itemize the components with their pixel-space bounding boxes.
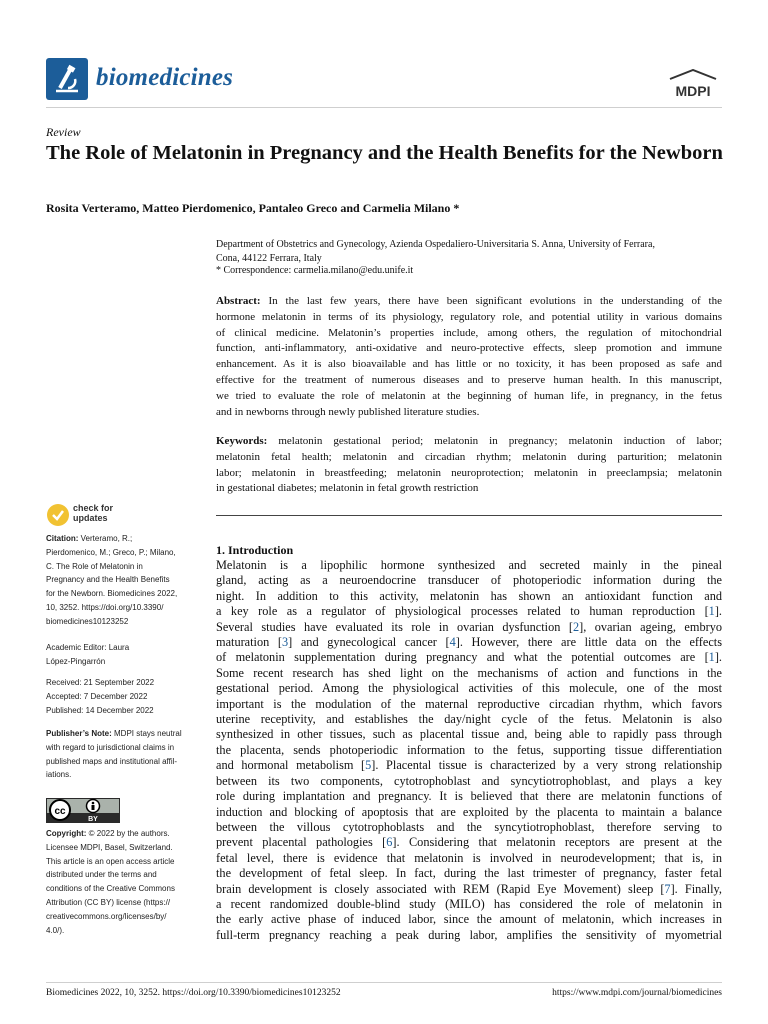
body-text: ], ovarian ageing, embryo	[579, 619, 722, 634]
microscope-icon	[46, 58, 88, 100]
editor-text: Academic Editor: Laura	[46, 643, 130, 652]
body-text-line	[216, 666, 722, 681]
check-for-updates-badge[interactable]	[46, 502, 166, 528]
keywords-label: Keywords:	[216, 435, 268, 447]
author-list: Rosita Verteramo, Matteo Pierdomenico, Pantaleo Greco and Carmelia Milano *	[46, 201, 460, 215]
body-text: the early active phase of induced labor, since the amount of melatonin, which increases in	[216, 912, 722, 927]
reference-link[interactable]: 5	[365, 758, 372, 773]
body-text: uterine receptivity, and establishes the day/night cycle of the fetus. Melatonin is also	[216, 712, 722, 727]
publication-dates	[46, 676, 201, 717]
cc-by-license-icon[interactable]	[46, 798, 120, 823]
body-text-line	[216, 635, 722, 650]
body-text-line	[216, 835, 722, 850]
body-text: a key role as a regulator of physiological processes related to human reproduction [	[216, 604, 709, 619]
journal-name: biomedicines	[96, 64, 234, 91]
citation-text: for the Newborn. Biomedicines 2022,	[46, 589, 178, 599]
section-heading: 1. Introduction	[216, 543, 294, 557]
publisher-note-text: MDPI stays neutral	[111, 729, 182, 738]
abstract-text: enhancement. As it is also bioavailable and has little or no toxicity, it has been proposed as safe and	[216, 358, 722, 371]
article-title: The Role of Melatonin in Pregnancy and the Health Benefits for the Newborn	[46, 142, 723, 164]
copyright-text: © 2022 by the authors.	[86, 829, 170, 838]
keywords-text: melatonin fetal health; melatonin and circadian rhythm; melatonin during parturition; melatonin	[216, 450, 722, 463]
body-text: the development of fetal sleep. In fact, during the last trimester of pregnancy, faster fetal	[216, 866, 722, 881]
keywords-text: in gestational diabetes; melatonin in fetal growth restriction	[216, 482, 479, 495]
cc-badge-text: cc	[54, 806, 66, 817]
reference-link[interactable]: 1	[708, 650, 715, 665]
body-text: full-term pregnancy reaching a peak during labor, amplifies the sensitivity of myometrial	[216, 927, 722, 942]
body-text: role during implantation and pregnancy. It is believed that there are melatonin functions of	[216, 789, 722, 804]
date-received: Received: 21 September 2022	[46, 678, 155, 687]
body-text: ].	[714, 650, 722, 665]
mdpi-logo-text: MDPI	[675, 83, 711, 99]
body-text: ]. Considering that melatonin receptors are present at the	[392, 835, 722, 850]
body-text: ] and gynecological cancer [	[288, 635, 450, 650]
copyright-text: 4.0/).	[46, 925, 65, 935]
reference-link[interactable]: 2	[572, 619, 580, 634]
citation-text: Verteramo, R.;	[78, 534, 133, 543]
copyright-block	[46, 827, 201, 937]
body-text-line	[216, 727, 722, 742]
abstract-text: In the last few years, there have been significant evolutions in the understanding of the	[260, 295, 722, 307]
publisher-note	[46, 727, 201, 782]
body-text-line	[216, 928, 722, 943]
footer-journal-url[interactable]: https://www.mdpi.com/journal/biomedicines	[552, 988, 722, 998]
body-text: the placenta, sends photoperiodic information to the fetus, supporting tissue differentiation	[216, 742, 722, 757]
body-text-line	[216, 820, 722, 835]
body-text-line	[216, 558, 722, 573]
publisher-note-text: iations.	[46, 770, 72, 780]
body-text-line	[216, 912, 722, 927]
body-text: gestational period. Among the physiological activities of this molecule, one of the most	[216, 681, 722, 696]
abstract-text: hormone melatonin in terms of its physiology, regulatory role, and potential utility in various domains	[216, 310, 722, 323]
keywords-text: melatonin gestational period; melatonin in pregnancy; melatonin induction of labor;	[267, 435, 722, 447]
copyright-text: distributed under the terms and	[46, 870, 157, 880]
body-text: important is the modulation of the maternal reproductive circadian rhythm, which favors	[216, 696, 722, 711]
reference-link[interactable]: 1	[708, 604, 715, 619]
copyright-text: This article is an open access article	[46, 856, 175, 866]
keywords	[216, 434, 722, 497]
body-text-line	[216, 604, 722, 619]
body-text: induction and blocking of apoptosis that are exploited by the placenta to maintain a balance	[216, 804, 722, 819]
reference-link[interactable]: 3	[281, 635, 289, 650]
body-text-line	[216, 650, 722, 665]
body-text: Melatonin is a lipophilic hormone synthesized and secreted mainly in the pineal	[216, 558, 722, 572]
body-text-line	[216, 620, 722, 635]
body-text: and hormonal metabolism [	[216, 758, 366, 773]
copyright-text: Licensee MDPI, Basel, Switzerland.	[46, 842, 173, 852]
copyright-text: creativecommons.org/licenses/by/	[46, 911, 167, 921]
body-text-line	[216, 851, 722, 866]
reference-link[interactable]: 7	[664, 881, 671, 896]
body-text: Some recent research has shed light on the mechanisms of action and functions in the	[216, 665, 722, 680]
publisher-note-text: published maps and institutional affil-	[46, 756, 178, 766]
body-text-line	[216, 743, 722, 758]
body-text-line	[216, 866, 722, 881]
by-badge-text: BY	[88, 816, 98, 823]
body-text: a recent randomized double-blind study (MILO) has considered the role of melatonin in	[216, 896, 722, 911]
mdpi-logo	[667, 69, 719, 99]
body-text-line	[216, 712, 722, 727]
citation-text: Pierdomenico, M.; Greco, P.; Milano,	[46, 547, 176, 557]
body-text: ]. Finally,	[670, 881, 722, 896]
abstract-text: of clinical medicine. Melatonin’s properties include, among others, the regulation of mitochondrial	[216, 326, 722, 339]
abstract	[216, 294, 722, 420]
academic-editor	[46, 641, 201, 669]
citation-text: biomedicines10123252	[46, 616, 129, 626]
copyright-text: conditions of the Creative Commons	[46, 884, 175, 894]
body-text-line	[216, 758, 722, 773]
check-updates-text: check for	[73, 503, 114, 513]
body-text: Several studies have evaluated its role in ovarian dysfunction [	[216, 619, 573, 634]
citation-text: 10, 3252. https://doi.org/10.3390/	[46, 602, 164, 612]
citation-text: Pregnancy and the Health Benefits	[46, 575, 170, 585]
body-text: brain development is closely associated with REM (Rapid Eye Movement) sleep [	[216, 881, 665, 896]
abstract-text: and in newborns through newly published literature studies.	[216, 405, 480, 418]
affiliation	[216, 238, 722, 265]
body-text: between its two components, cytotrophoblast and syncytiotrophoblast, and plays a key	[216, 773, 722, 788]
body-text-line	[216, 697, 722, 712]
body-text: fetal level, there is evidence that melatonin is involved in neurodevelopment; that is, in	[216, 850, 722, 865]
affiliation-line: Cona, 44122 Ferrara, Italy	[216, 252, 322, 264]
citation-text: C. The Role of Melatonin in	[46, 561, 143, 571]
body-text-line	[216, 882, 722, 897]
body-text-line	[216, 681, 722, 696]
article-type: Review	[46, 125, 81, 139]
body-text: gland, acting as a neuroendocrine transducer of photoperiodic information during the	[216, 573, 722, 588]
header-divider	[46, 107, 722, 108]
abstract-text: function, anti-inflammatory, anti-oxidative and neuro-protective effects, sleep promotion and immune	[216, 342, 722, 355]
abstract-text: effective for the treatment of numerous diseases and to preserve human health. In this manuscript,	[216, 373, 722, 386]
check-updates-icon	[46, 503, 70, 527]
section-divider	[216, 515, 722, 516]
body-text: between the villous cytotrophoblasts and the syncytiotrophoblast, therefore serving to	[216, 819, 722, 834]
introduction-body	[216, 558, 722, 943]
body-text-line	[216, 805, 722, 820]
abstract-text: we tried to evaluate the role of melatonin at the beginning of human life, in pregnancy, in the fetus	[216, 389, 722, 402]
body-text-line	[216, 589, 722, 604]
copyright-text: Attribution (CC BY) license (https://	[46, 897, 171, 907]
reference-link[interactable]: 4	[449, 635, 456, 650]
editor-text: López-Pingarrón	[46, 656, 106, 666]
date-published: Published: 14 December 2022	[46, 705, 154, 715]
copyright-label: Copyright:	[46, 829, 87, 838]
reference-link[interactable]: 6	[386, 835, 393, 850]
footer-citation: Biomedicines 2022, 10, 3252. https://doi.org/10.3390/biomedicines10123252	[46, 988, 341, 998]
body-text: prevent placental pathologies [	[216, 835, 387, 850]
body-text: ].	[714, 604, 722, 619]
affiliation-line: Department of Obstetrics and Gynecology, Azienda Ospedaliero-Universitaria S. Anna, University of Ferrara,	[216, 239, 655, 250]
publisher-note-text: with regard to jurisdictional claims in	[46, 742, 175, 752]
body-text: of melatonin supplementation during pregnancy and what the potential outcomes are [	[216, 650, 709, 665]
check-updates-text: updates	[73, 513, 108, 523]
body-text: ]. However, there are little data on the effects	[455, 635, 722, 650]
body-text-line	[216, 774, 722, 789]
body-text-line	[216, 897, 722, 912]
citation-block	[46, 532, 201, 629]
body-text: ]. Placental tissue is characterized by a very strong relationship	[371, 758, 723, 773]
keywords-text: labor; melatonin in breastfeeding; melatonin neuroprotection; melatonin in preeclampsia; melatonin	[216, 466, 722, 479]
abstract-label: Abstract:	[216, 295, 261, 307]
body-text-line	[216, 573, 722, 588]
publisher-note-label: Publisher’s Note:	[46, 729, 112, 738]
body-text: maturation [	[216, 635, 282, 650]
footer-divider	[46, 982, 722, 983]
date-accepted: Accepted: 7 December 2022	[46, 691, 148, 701]
body-text: night. In addition to this activity, melatonin has shown an antioxidant function and	[216, 588, 722, 603]
body-text: synthesized in other tissues, such as placental tissue and, being able to rapidly pass through	[216, 727, 722, 742]
citation-label: Citation:	[46, 534, 79, 543]
correspondence: * Correspondence: carmelia.milano@edu.unife.it	[216, 265, 414, 276]
body-text-line	[216, 789, 722, 804]
